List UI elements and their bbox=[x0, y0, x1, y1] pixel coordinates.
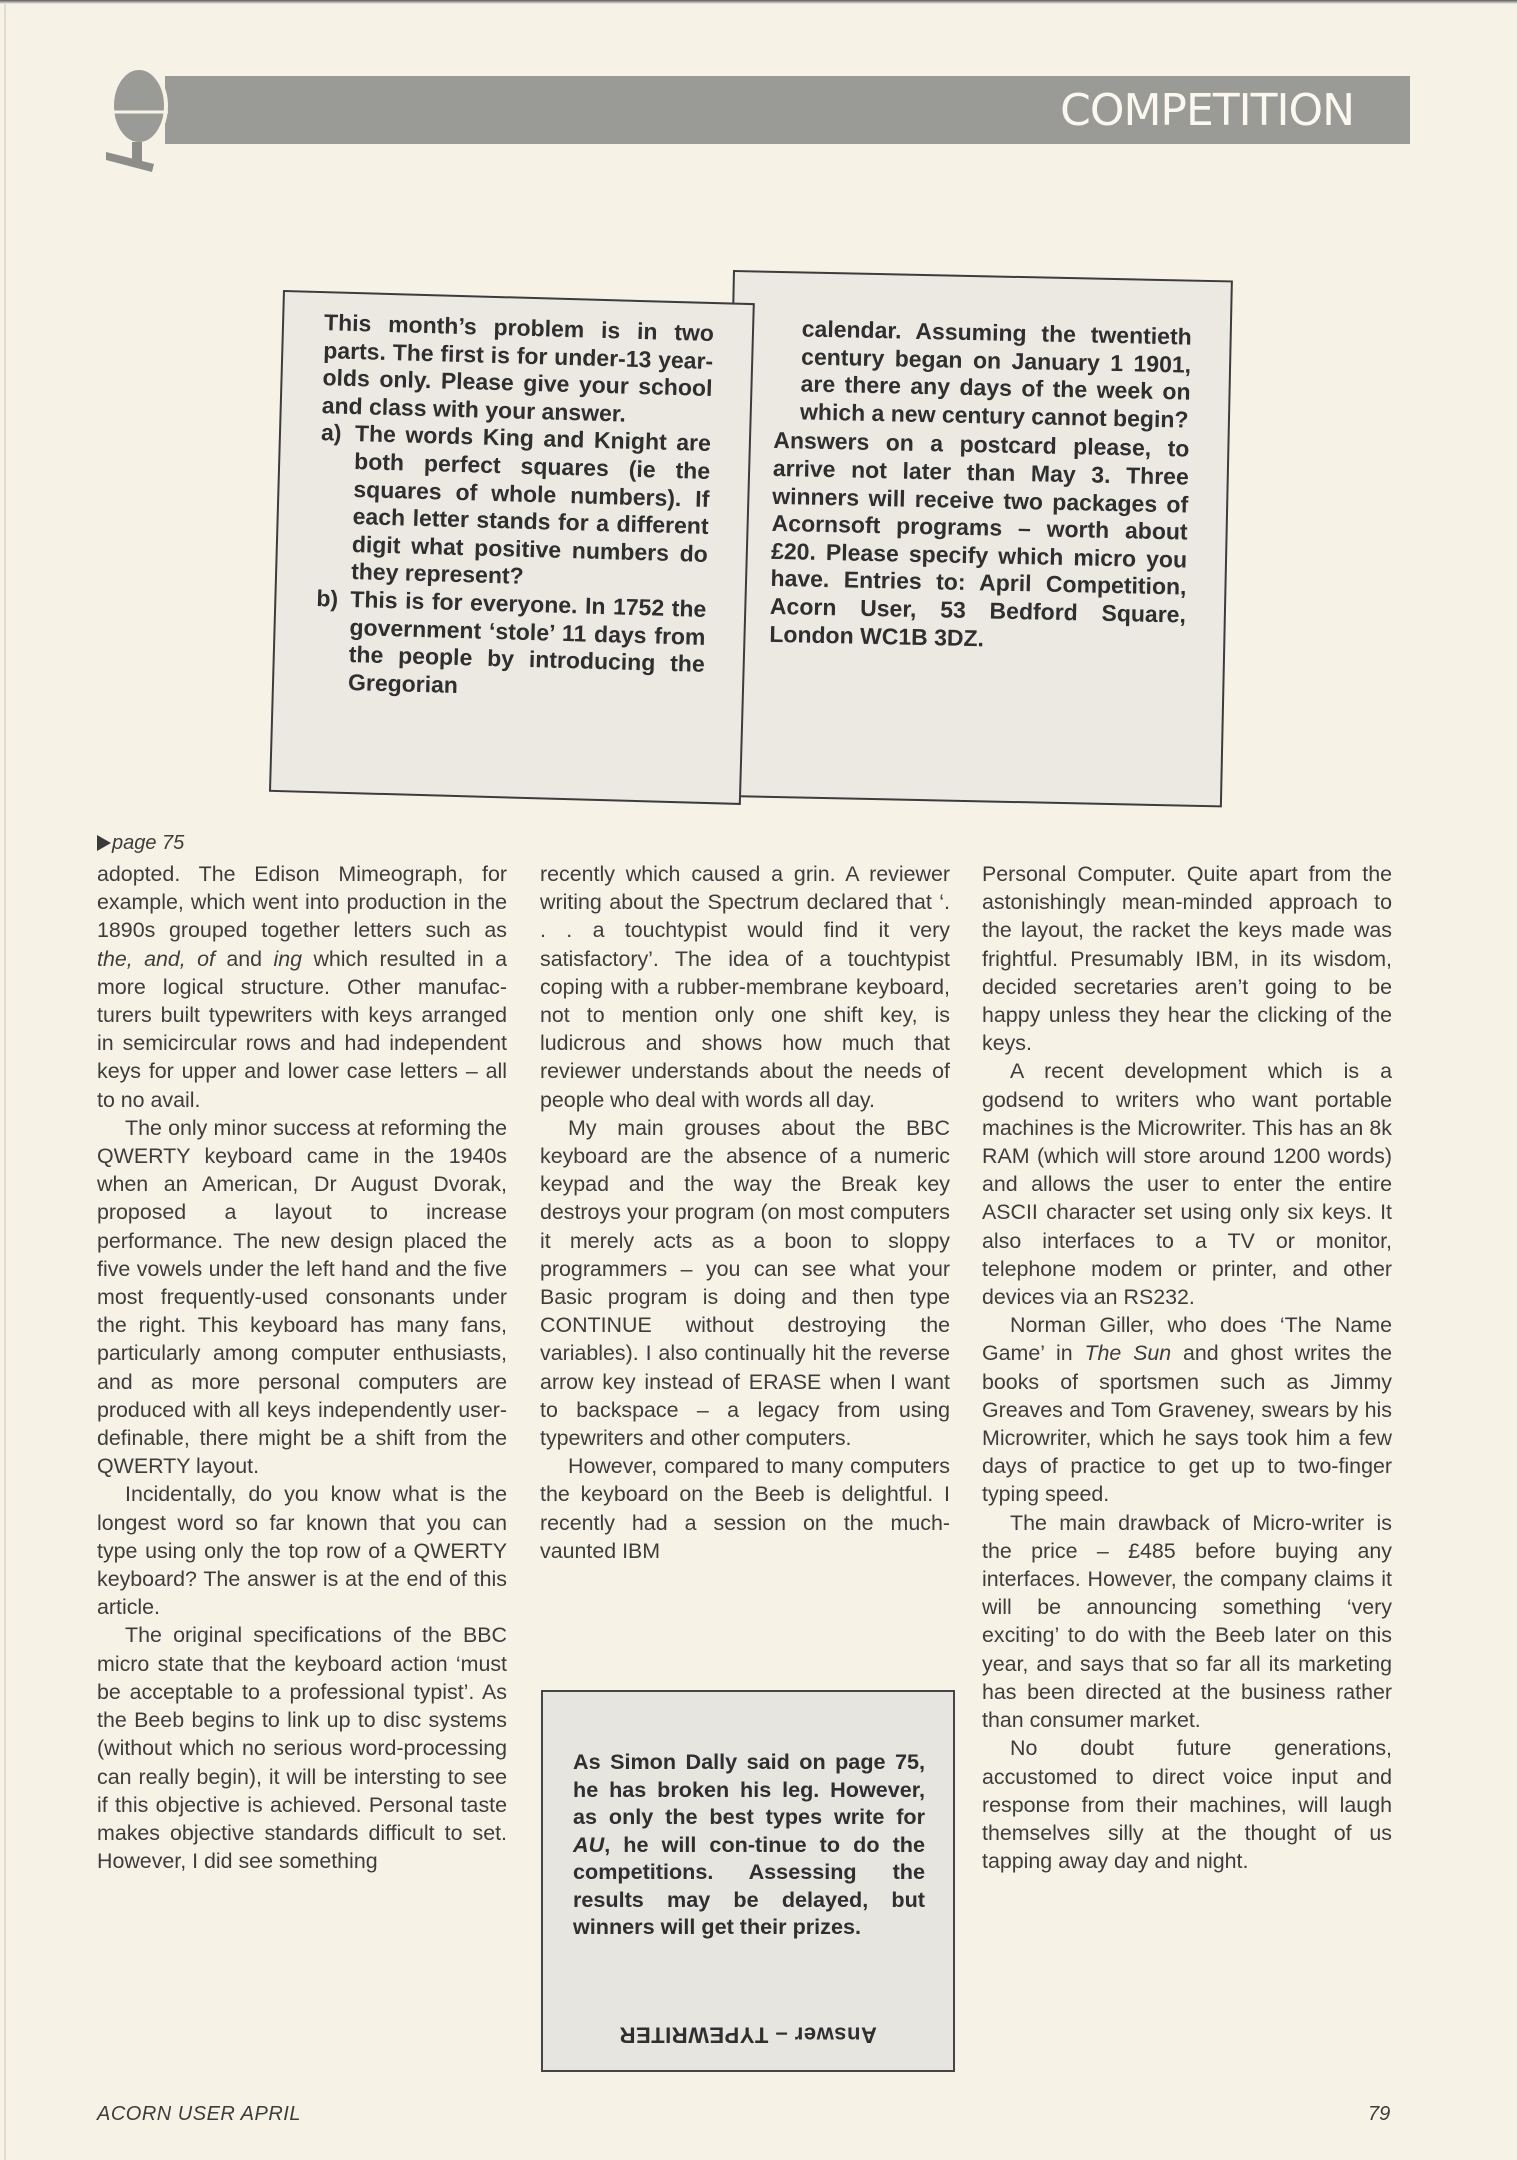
section-banner bbox=[165, 76, 1410, 144]
page-number: 79 bbox=[1368, 2103, 1391, 2125]
competition-intro: This month’s problem is in two parts. The first is for under-13 year-olds only. Please give your school and class with your answer. bbox=[321, 309, 715, 427]
part-b-continued: calendar. Assuming the twentieth century began on January 1 1901, are there any days of the week on which a new century cannot begin? bbox=[799, 315, 1192, 433]
article-paragraph: Incidentally, do you know what is the longest word so far known that you can type using only the top row of a QWERTY keyboard? The answer is at the end of this article. bbox=[97, 1482, 507, 1620]
article-paragraph: A recent development which is a godsend to writers who want portable machines is the Microwriter. This has an 8k RAM (which will store around 1200 words) and allows the user to enter the entire ASCII character set using only six keys. It also interfaces to a TV or monitor, telephone modem or printer, and other devices via an RS232. bbox=[982, 1059, 1392, 1310]
article-column-1 bbox=[97, 860, 507, 1875]
article-paragraph: Personal Computer. Quite apart from the astonishingly mean-minded approach to the layout, the racket the keys made was frightful. Presumably IBM, in its wisdom, decided secretaries aren’t going to be happy unless they hear the clicking of the keys. bbox=[982, 862, 1392, 1056]
page-gutter bbox=[4, 4, 6, 2160]
continued-from-label: page 75 bbox=[112, 832, 185, 854]
part-b-text: This is for everyone. In 1752 the government ‘stole’ 11 days from the people by introducing the Gregorian bbox=[347, 585, 707, 698]
scan-edge bbox=[0, 0, 1517, 4]
editor-note-box bbox=[541, 1690, 955, 2072]
section-title: COMPETITION bbox=[1060, 85, 1354, 136]
article-paragraph: The original specifications of the BBC micro state that the keyboard action ‘must be acceptable to a professional typist’. As the Beeb begins to link up to disc systems (without which no serious word-processing can really begin), it will be intersting to see if this objective is achieved. Personal taste makes objective standards difficult to set. However, I did see something bbox=[97, 1623, 507, 1874]
article-paragraph: recently which caused a grin. A reviewer writing about the Spectrum declared that ‘. . . a touchtypist would find it very satisfactory’. The idea of a touchtypist coping with a rubber-membrane keyboard, not to mention only one shift key, is ludicrous and shows how much that reviewer understands about the needs of people who deal with words all day. bbox=[540, 862, 950, 1112]
part-a-marker: a) bbox=[320, 419, 342, 447]
part-b bbox=[314, 585, 707, 706]
triangle-right-icon bbox=[97, 835, 111, 851]
article-paragraph: Norman Giller, who does ‘The Name Game’ in The Sun and ghost writes the books of sportsmen such as Jimmy Greaves and Tom Graveney, swears by his Microwriter, which he says took him a few days of practice to get up to two-finger typing speed. bbox=[982, 1313, 1392, 1507]
upside-down-answer: Answer – TYPEWRITER bbox=[619, 2022, 877, 2047]
publication-name: ACORN USER APRIL bbox=[97, 2103, 301, 2125]
article-paragraph: adopted. The Edison Mimeograph, for example, which went into production in the 1890s grouped together letters such as the, and, of and ing which resulted in a more logical structure. Other manufac-turers built typewriters with keys arranged in semicircular rows and had independent keys for upper and lower case letters – all to no avail. bbox=[97, 862, 507, 1112]
editor-note-text: As Simon Dally said on page 75, he has broken his leg. However, as only the best types write for AU, he will con-tinue to do the competitions. Assessing the results may be delayed, but winners will get their prizes. bbox=[573, 1749, 925, 1939]
continued-from-link[interactable] bbox=[97, 832, 184, 855]
article-column-3 bbox=[982, 860, 1392, 1875]
part-b-marker: b) bbox=[316, 584, 339, 612]
article-paragraph: However, compared to many computers the keyboard on the Beeb is delightful. I recently had a session on the much-vaunted IBM bbox=[540, 1454, 950, 1563]
article-paragraph: The only minor success at reforming the QWERTY keyboard came in the 1940s when an American, Dr August Dvorak, proposed a layout to increase performance. The new design placed the five vowels under the left hand and the five most frequently-used consonants under the right. This keyboard has many fans, particularly among computer enthusiasts, and as more personal computers are produced with all keys independently user-definable, there might be a shift from the QWERTY layout. bbox=[97, 1115, 507, 1479]
competition-box-left bbox=[269, 290, 755, 805]
competition-rules: Answers on a postcard please, to arrive not later than May 3. Three winners will receive two packages of Acornsoft programs – worth about £20. Please specify which micro you have. Entries to: April Competition, Acorn User, 53 Bedford Square, London WC1B 3DZ. bbox=[769, 427, 1190, 651]
acorn-egg-icon bbox=[106, 60, 172, 172]
article-paragraph: The main drawback of Micro-writer is the price – £485 before buying any interfaces. However, the company claims it will be announcing something ‘very exciting’ to do with the Beeb later on this year, and says that so far all its marketing has been directed at the business rather than consumer market. bbox=[982, 1510, 1392, 1733]
article-paragraph: My main grouses about the BBC keyboard are the absence of a numeric keypad and the way the Break key destroys your program (on most computers it merely acts as a boon to sloppy programmers – you can see what your Basic program is doing and then type CONTINUE without destroying the variables). I also continually hit the reverse arrow key instead of ERASE when I want to backspace – a legacy from using typewriters and other computers. bbox=[540, 1115, 950, 1451]
article-column-2 bbox=[540, 860, 950, 1565]
part-a bbox=[317, 419, 711, 595]
competition-box-right bbox=[722, 270, 1233, 807]
article-paragraph: No doubt future generations, accustomed to direct voice input and response from their machines, will laugh themselves silly at the thought of us tapping away day and night. bbox=[982, 1736, 1392, 1874]
part-a-text: The words King and Knight are both perfect squares (ie the squares of whole numbers). If each letter stands for a different digit what positive numbers do they represent? bbox=[350, 420, 712, 590]
